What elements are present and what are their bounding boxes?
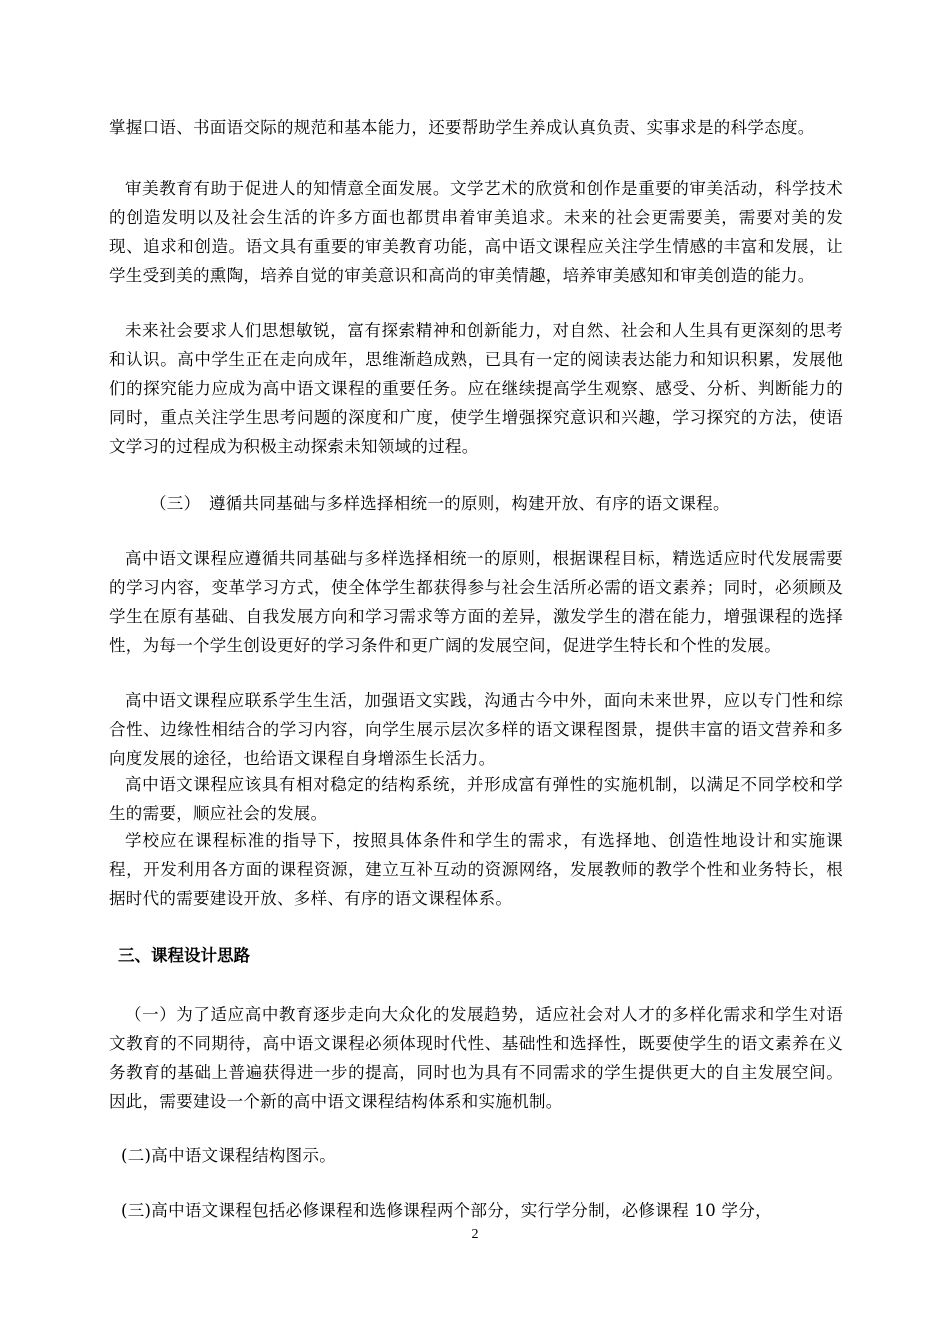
paragraph-design-idea-three (121, 1196, 843, 1225)
paragraph-design-idea-one (109, 1000, 843, 1116)
paragraph-school-implementation (109, 826, 843, 913)
section-heading: 三、课程设计思路 (118, 946, 250, 965)
paragraph-text: 高中语文课程应联系学生生活，加强语文实践，沟通古今中外，面向未来世界，应以专门性和综合性、边缘性相结合的学习内容，向学生展示层次多样的语文课程图景，提供丰富的语文营养和多向度发展的途径，也给语文课程自身增添生长活力。 (109, 691, 843, 768)
subheading-principle-three (150, 489, 843, 518)
paragraph-text: (三)高中语文课程包括必修课程和选修课程两个部分，实行学分制，必修课程 10 学分， (121, 1201, 772, 1220)
paragraph-text: 学校应在课程标准的指导下，按照具体条件和学生的需求，有选择地、创造性地设计和实施课程，开发利用各方面的课程资源，建立互补互动的资源网络，发展教师的教学个性和业务特长，根据时代的需要建设开放、多样、有序的语文课程体系。 (109, 831, 843, 908)
paragraph-text: 审美教育有助于促进人的知情意全面发展。文学艺术的欣赏和创作是重要的审美活动，科学技术的创造发明以及社会生活的许多方面也都贯串着审美追求。未来的社会更需要美，需要对美的发现、追求和创造。语文具有重要的审美教育功能，高中语文课程应关注学生情感的丰富和发展，让学生受到美的熏陶，培养自觉的审美意识和高尚的审美情趣，培养审美感知和审美创造的能力。 (109, 179, 843, 285)
paragraph-text: 未来社会要求人们思想敏锐，富有探索精神和创新能力，对自然、社会和人生具有更深刻的思考和认识。高中学生正在走向成年，思维渐趋成熟，已具有一定的阅读表达能力和知识积累，发展他们的探究能力应成为高中语文课程的重要任务。应在继续提高学生观察、感受、分析、判断能力的同时，重点关注学生思考问题的深度和广度，使学生增强探究意识和兴趣，学习探究的方法，使语文学习的过程成为积极主动探索未知领域的过程。 (109, 321, 843, 456)
paragraph-structure-system (109, 770, 843, 828)
paragraph-aesthetic-education (109, 174, 843, 290)
paragraph-text: 掌握口语、书面语交际的规范和基本能力，还要帮助学生养成认真负责、实事求是的科学态度。 (109, 118, 815, 137)
paragraph-design-idea-two (121, 1141, 843, 1170)
paragraph-continuation (109, 113, 843, 142)
paragraph-text: 高中语文课程应遵循共同基础与多样选择相统一的原则，根据课程目标，精选适应时代发展需要的学习内容，变革学习方式，使全体学生都获得参与社会生活所必需的语文素养；同时，必须顾及学生在原有基础、自我发展方向和学习需求等方面的差异，激发学生的潜在能力，增强课程的选择性，为每一个学生创设更好的学习条件和更广阔的发展空间，促进学生特长和个性的发展。 (109, 549, 843, 655)
paragraph-connect-life (109, 686, 843, 773)
subheading-text: （三） 遵循共同基础与多样选择相统一的原则，构建开放、有序的语文课程。 (150, 494, 730, 513)
page-number: 2 (471, 1227, 479, 1242)
paragraph-inquiry-ability (109, 316, 843, 461)
paragraph-text: (二)高中语文课程结构图示。 (121, 1146, 337, 1165)
paragraph-common-foundation (109, 544, 843, 660)
paragraph-text: 高中语文课程应该具有相对稳定的结构系统，并形成富有弹性的实施机制，以满足不同学校和学生的需要，顺应社会的发展。 (109, 775, 843, 823)
paragraph-text: （一）为了适应高中教育逐步走向大众化的发展趋势，适应社会对人才的多样化需求和学生对语文教育的不同期待，高中语文课程必须体现时代性、基础性和选择性，既要使学生的语文素养在义务教育的基础上普遍获得进一步的提高，同时也为具有不同需求的学生提供更大的自主发展空间。因此，需要建设一个新的高中语文课程结构体系和实施机制。 (109, 1005, 843, 1111)
